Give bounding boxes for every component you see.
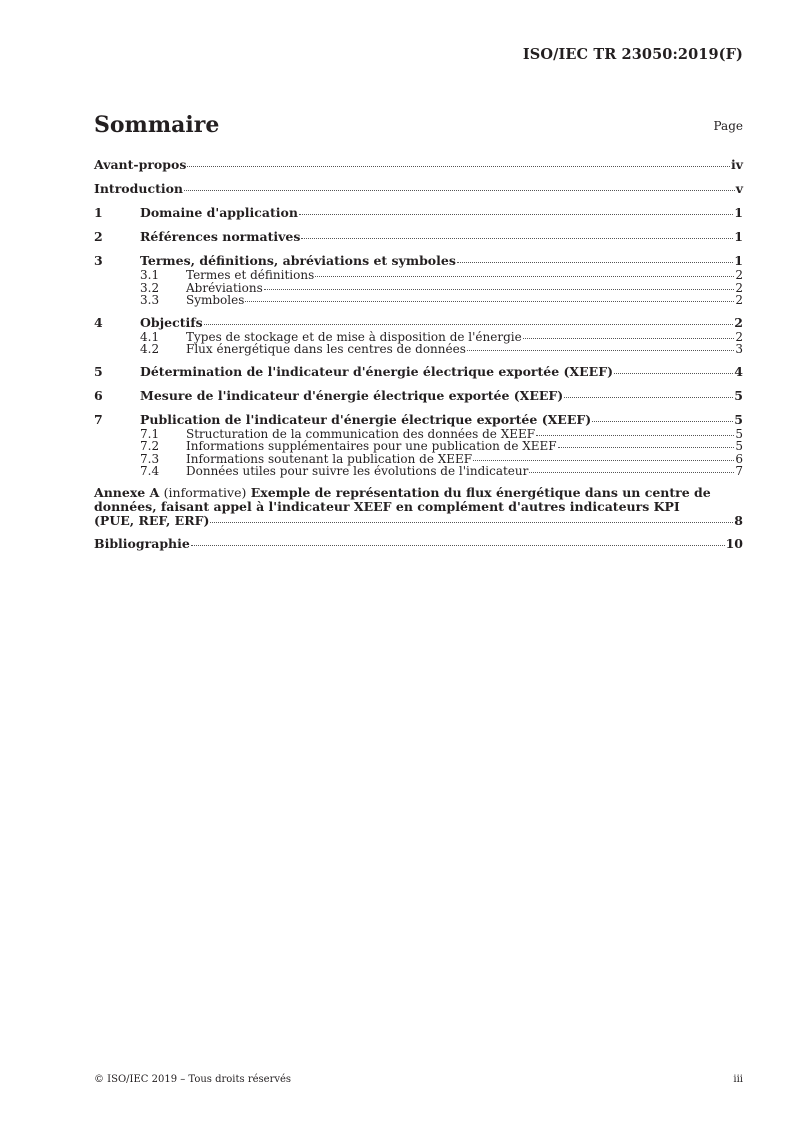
toc-entry-bibliographie[interactable] — [94, 536, 743, 552]
toc-subentry-3-3[interactable] — [94, 294, 743, 307]
annex-kind: (informative) — [163, 484, 247, 500]
dot-leader — [315, 276, 734, 277]
dot-leader — [529, 472, 734, 473]
toc-entry-number: 6 — [94, 387, 103, 403]
toc-entry-label: Mesure de l'indicateur d'énergie électrique exportée (XEEF) — [140, 387, 564, 403]
toc-entry-page: 1 — [734, 253, 743, 268]
toc-subentry-number: 7.2 — [140, 439, 160, 453]
toc-entry-page: 4 — [734, 363, 743, 379]
toc-entry-number: 4 — [94, 314, 103, 330]
toc-entry-page: 1 — [734, 229, 743, 244]
dot-leader — [245, 301, 734, 302]
toc-subentry-number: 3.1 — [140, 268, 160, 282]
toc-entry-page: 1 — [734, 205, 743, 220]
toc-entry-page: v — [735, 181, 743, 196]
toc-entry-introduction[interactable] — [94, 181, 743, 197]
toc-entry-section-3[interactable] — [94, 253, 743, 269]
toc-entry-label: Avant-propos — [94, 157, 187, 172]
dot-leader — [191, 545, 725, 546]
annex-title-part-1: Exemple de représentation du flux énergétique dans un centre de — [250, 484, 711, 500]
toc-subentry-page: 5 — [735, 426, 743, 441]
dot-leader — [299, 214, 733, 215]
dot-leader — [264, 289, 735, 290]
toc-entry-number: 1 — [94, 205, 103, 220]
toc-entry-page: 2 — [734, 314, 743, 330]
annex-title-line-1 — [94, 486, 743, 500]
dot-leader — [457, 262, 733, 263]
toc-entry-number: 5 — [94, 363, 103, 379]
toc-entry-page: 8 — [734, 512, 743, 528]
dot-leader — [467, 350, 734, 351]
toc-entry-label: Détermination de l'indicateur d'énergie électrique exportée (XEEF) — [140, 363, 613, 379]
document-id: ISO/IEC TR 23050:2019(F) — [522, 46, 743, 63]
toc-subentry-4-2[interactable] — [94, 343, 743, 356]
toc-entry-page: 5 — [734, 387, 743, 403]
annex-title-line-2: données, faisant appel à l'indicateur XEEF en complément d'autres indicateurs KPI — [94, 498, 680, 514]
toc-subentry-page: 2 — [735, 293, 743, 307]
toc-subentry-page: 2 — [735, 329, 743, 344]
toc-subentry-number: 3.3 — [140, 293, 160, 307]
footer-page-number: iii — [733, 1074, 743, 1085]
table-of-contents — [94, 157, 743, 552]
toc-subentry-number: 4.2 — [140, 342, 160, 356]
toc-entry-number: 2 — [94, 229, 103, 244]
toc-entry-label: Objectifs — [140, 314, 203, 330]
dot-leader — [592, 421, 733, 422]
dot-leader — [558, 447, 735, 448]
toc-subentry-label: Structuration de la communication des données de XEEF — [186, 426, 536, 441]
toc-subentry-3-1[interactable] — [94, 269, 743, 282]
toc-subentry-page: 2 — [735, 268, 743, 282]
toc-entry-section-5[interactable] — [94, 364, 743, 380]
toc-subentry-number: 7.1 — [140, 426, 160, 441]
dot-leader — [184, 190, 735, 191]
toc-entry-number: 7 — [94, 411, 103, 427]
annex-title-line-3 — [94, 514, 743, 528]
toc-entry-label: Domaine d'application — [140, 205, 298, 220]
toc-entry-label: Références normatives — [140, 229, 301, 244]
toc-subentry-number: 7.3 — [140, 451, 160, 466]
dot-leader — [536, 435, 734, 436]
toc-entry-label: Publication de l'indicateur d'énergie électrique exportée (XEEF) — [140, 411, 592, 427]
toc-subentry-label: Abréviations — [186, 280, 263, 295]
toc-entry-annex-a[interactable] — [94, 486, 743, 528]
toc-subentry-number: 4.1 — [140, 329, 160, 344]
dot-leader — [204, 324, 734, 325]
toc-subentry-label: Informations soutenant la publication de XEEF — [186, 451, 473, 466]
annex-prefix: Annexe A — [94, 484, 160, 500]
toc-subentry-7-4[interactable] — [94, 465, 743, 478]
toc-subentry-page: 2 — [735, 280, 743, 295]
page-column-label: Page — [713, 119, 743, 133]
toc-entry-page: 10 — [725, 535, 743, 551]
page-title: Sommaire — [94, 112, 220, 138]
toc-entry-section-6[interactable] — [94, 388, 743, 404]
dot-leader — [614, 373, 733, 374]
toc-subentry-label: Flux énergétique dans les centres de données — [186, 342, 466, 356]
toc-entry-label: Bibliographie — [94, 535, 190, 551]
dot-leader — [523, 338, 735, 339]
toc-subentry-label: Types de stockage et de mise à disposition de l'énergie — [186, 329, 522, 344]
toc-subentry-label: Termes et définitions — [186, 268, 315, 282]
dot-leader — [187, 166, 730, 167]
toc-subentry-label: Données utiles pour suivre les évolutions de l'indicateur — [186, 464, 529, 478]
dot-leader — [473, 460, 734, 461]
toc-subentry-page: 5 — [735, 439, 743, 453]
footer-copyright: © ISO/IEC 2019 – Tous droits réservés — [94, 1074, 292, 1085]
toc-entry-label: Introduction — [94, 181, 184, 196]
toc-entry-section-2[interactable] — [94, 229, 743, 245]
toc-subentry-page: 6 — [735, 451, 743, 466]
toc-entry-section-4[interactable] — [94, 315, 743, 331]
toc-subentry-label: Symboles — [186, 293, 245, 307]
annex-title-part-3: (PUE, REF, ERF) — [94, 512, 210, 528]
dot-leader — [564, 397, 733, 398]
toc-subentry-number: 3.2 — [140, 280, 160, 295]
toc-subentry-label: Informations supplémentaires pour une publication de XEEF — [186, 439, 557, 453]
dot-leader — [210, 522, 733, 523]
toc-entry-section-7[interactable] — [94, 412, 743, 428]
toc-entry-avant-propos[interactable] — [94, 157, 743, 173]
toc-entry-section-1[interactable] — [94, 205, 743, 221]
dot-leader — [301, 238, 733, 239]
toc-entry-page: iv — [730, 157, 743, 172]
toc-entry-number: 3 — [94, 253, 103, 268]
toc-subentry-page: 3 — [735, 342, 743, 356]
toc-entry-page: 5 — [734, 411, 743, 427]
toc-entry-label: Termes, définitions, abréviations et symboles — [140, 253, 456, 268]
toc-subentry-7-2[interactable] — [94, 440, 743, 453]
toc-subentry-page: 7 — [735, 464, 743, 478]
toc-subentry-number: 7.4 — [140, 464, 160, 478]
